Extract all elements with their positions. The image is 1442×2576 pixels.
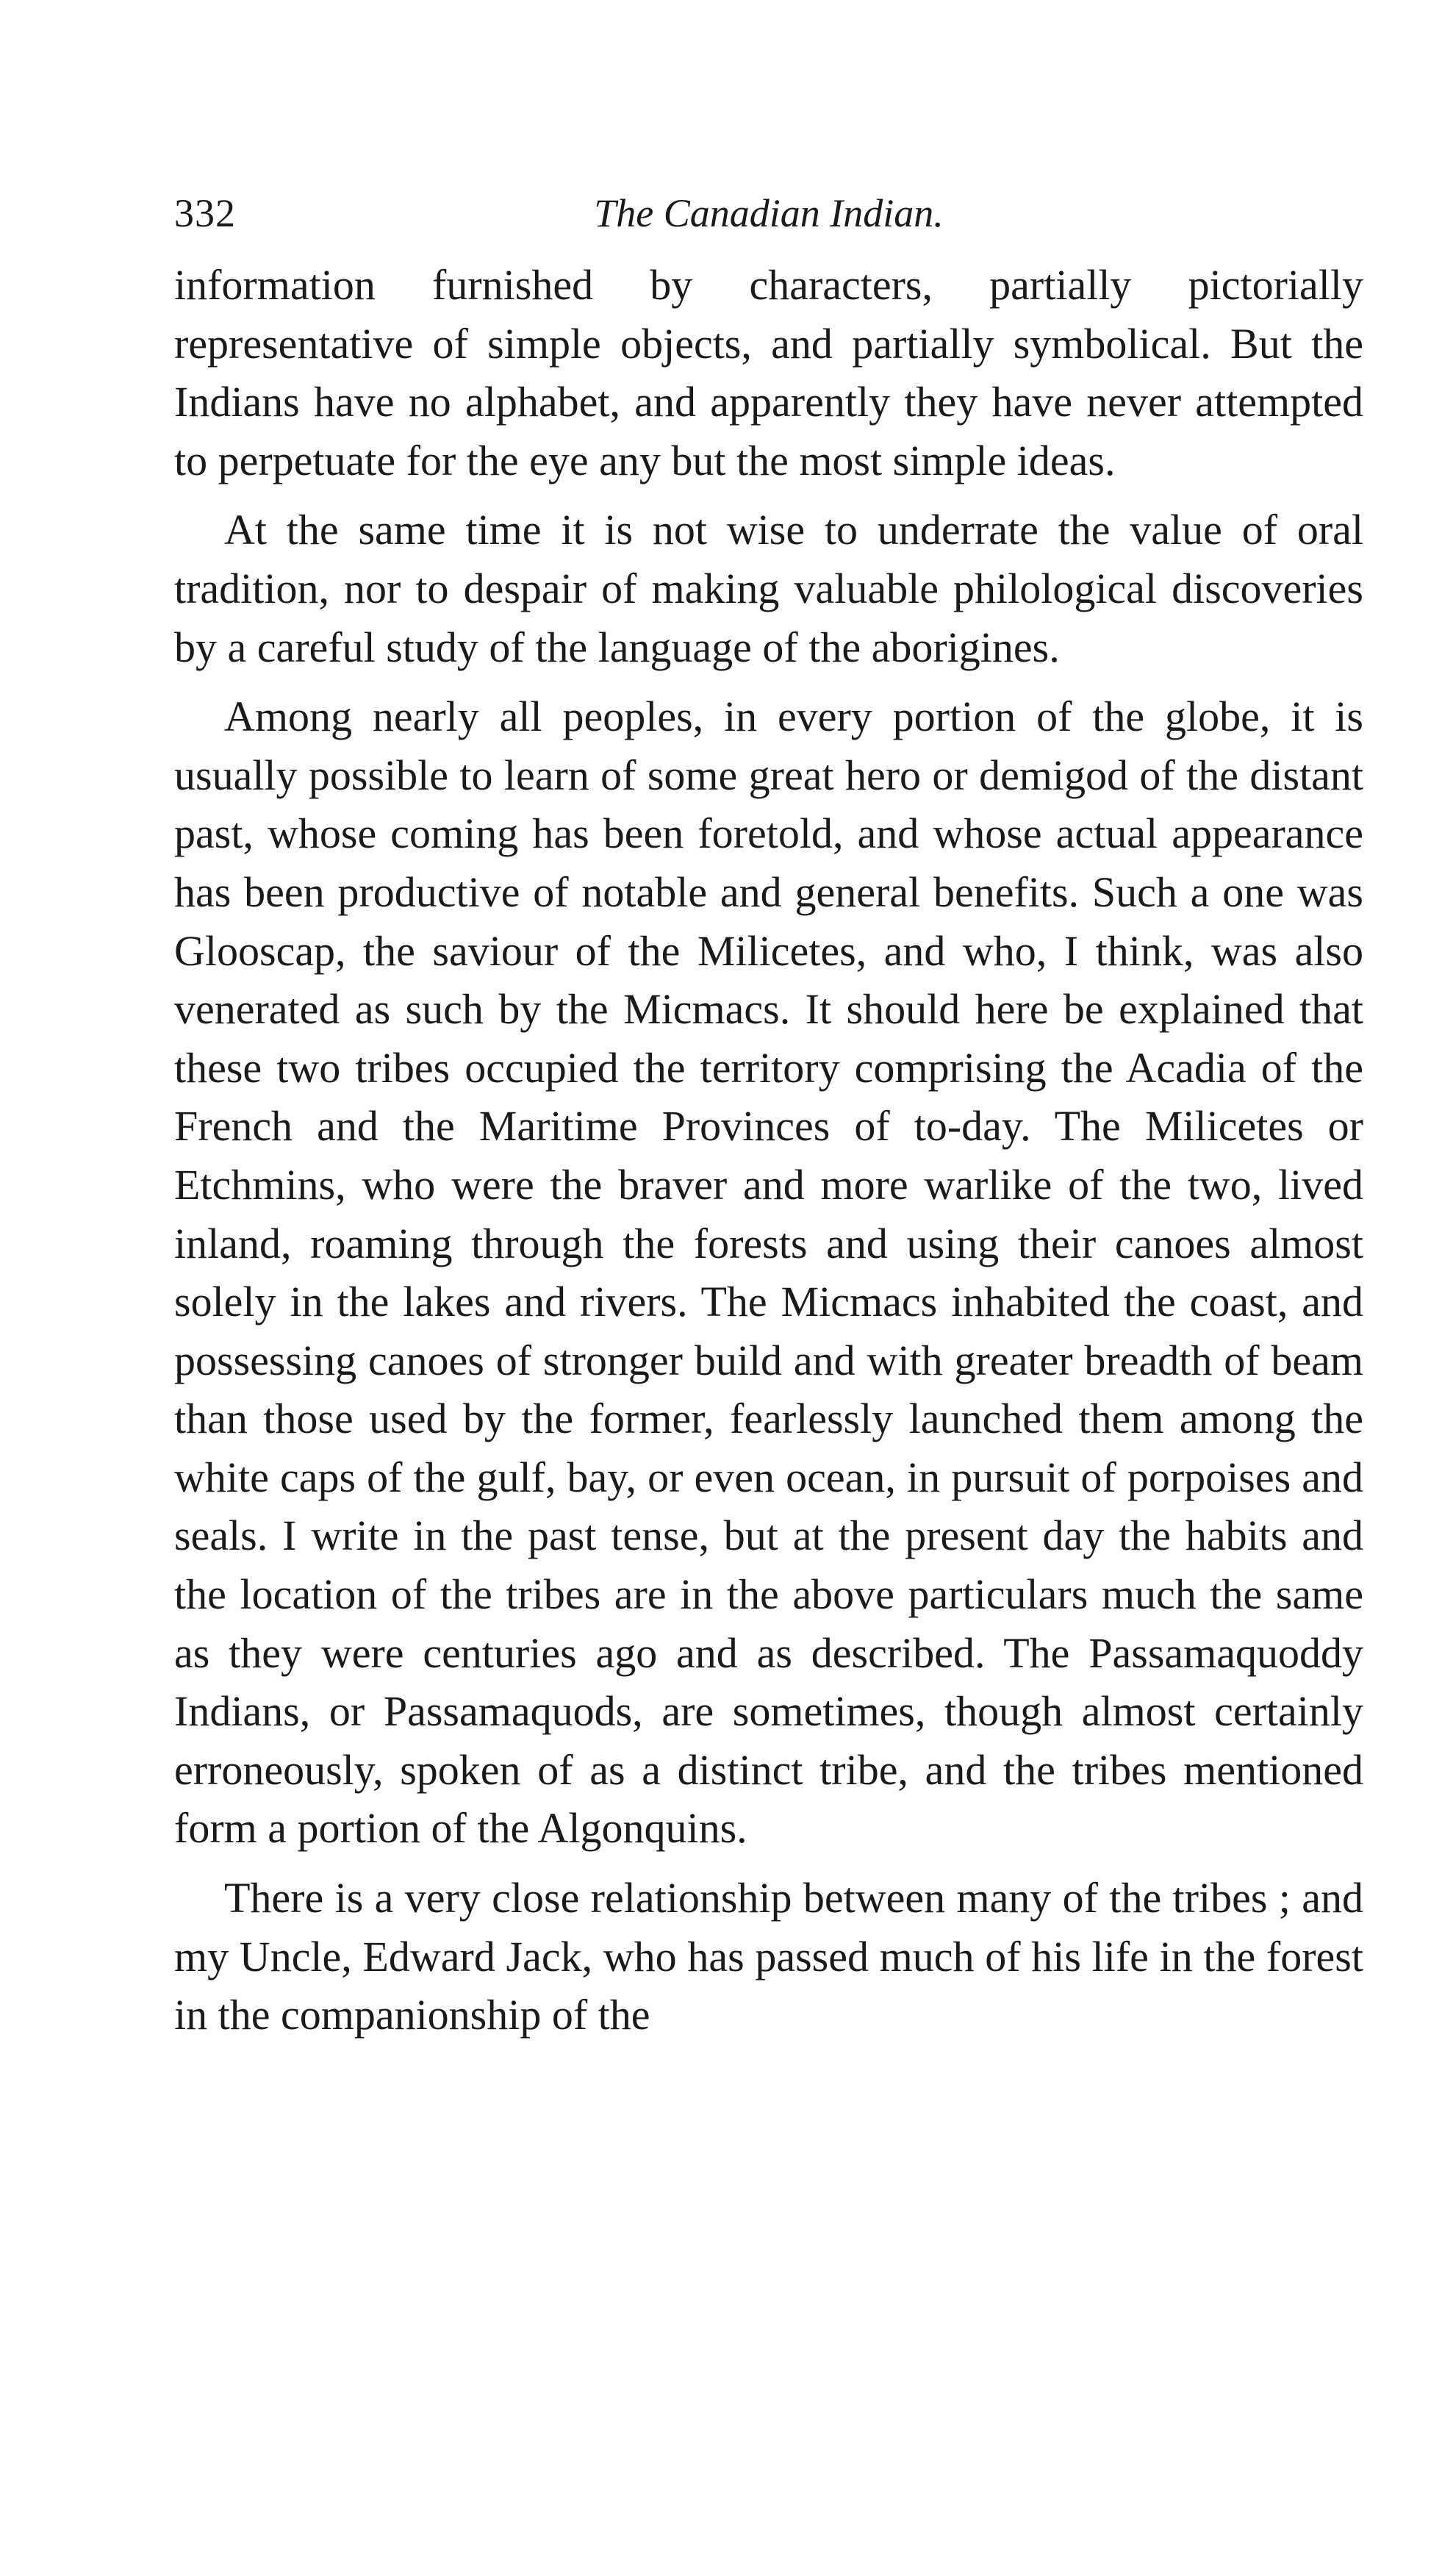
book-page — [174, 176, 1363, 2382]
running-head — [174, 176, 1363, 250]
page-number: 332 — [174, 191, 236, 235]
running-title: The Canadian Indian. — [594, 191, 944, 235]
body-text — [174, 256, 1363, 2044]
paragraph-4: There is a very close relationship between many of the tribes ; and my Uncle, Edward Jack, who has passed much of his life in the forest in the companionship of the — [174, 1874, 1363, 2039]
paragraph-3: Among nearly all peoples, in every portion of the globe, it is usually possible to learn of some great hero or demigod of the distant past, whose coming has been foretold, and whose actual appearance has been productive of notable and general benefits. Such a one was Glooscap, the saviour of the Milicetes, and who, I think, was also venerated as such by the Micmacs. It should here be explained that these two tribes occupied the territory comprising the Acadia of the French and the Maritime Provinces of to-day. The Milicetes or Etchmins, who were the braver and more warlike of the two, lived inland, roaming through the forests and using their canoes almost solely in the lakes and rivers. The Micmacs inhabited the coast, and possessing canoes of stronger build and with greater breadth of beam than those used by the former, fearlessly launched them among the white caps of the gulf, bay, or even ocean, in pursuit of porpoises and seals. I write in the past tense, but at the present day the habits and the location of the tribes are in the above particulars much the same as they were centuries ago and as described. The Passamaquoddy Indians, or Passamaquods, are sometimes, though almost certainly erroneously, spoken of as a distinct tribe, and the tribes mentioned form a portion of the Algonquins. — [174, 693, 1363, 1853]
paragraph-1: information furnished by characters, partially pictorially representative of simple objects, and partially symbolical. But the Indians have no alphabet, and apparently they have never attempted to perpetuate for the eye any but the most simple ideas. — [174, 261, 1363, 484]
paragraph-2: At the same time it is not wise to underrate the value of oral tradition, nor to despair of making valuable philological discoveries by a careful study of the language of the aborigines. — [174, 506, 1363, 671]
